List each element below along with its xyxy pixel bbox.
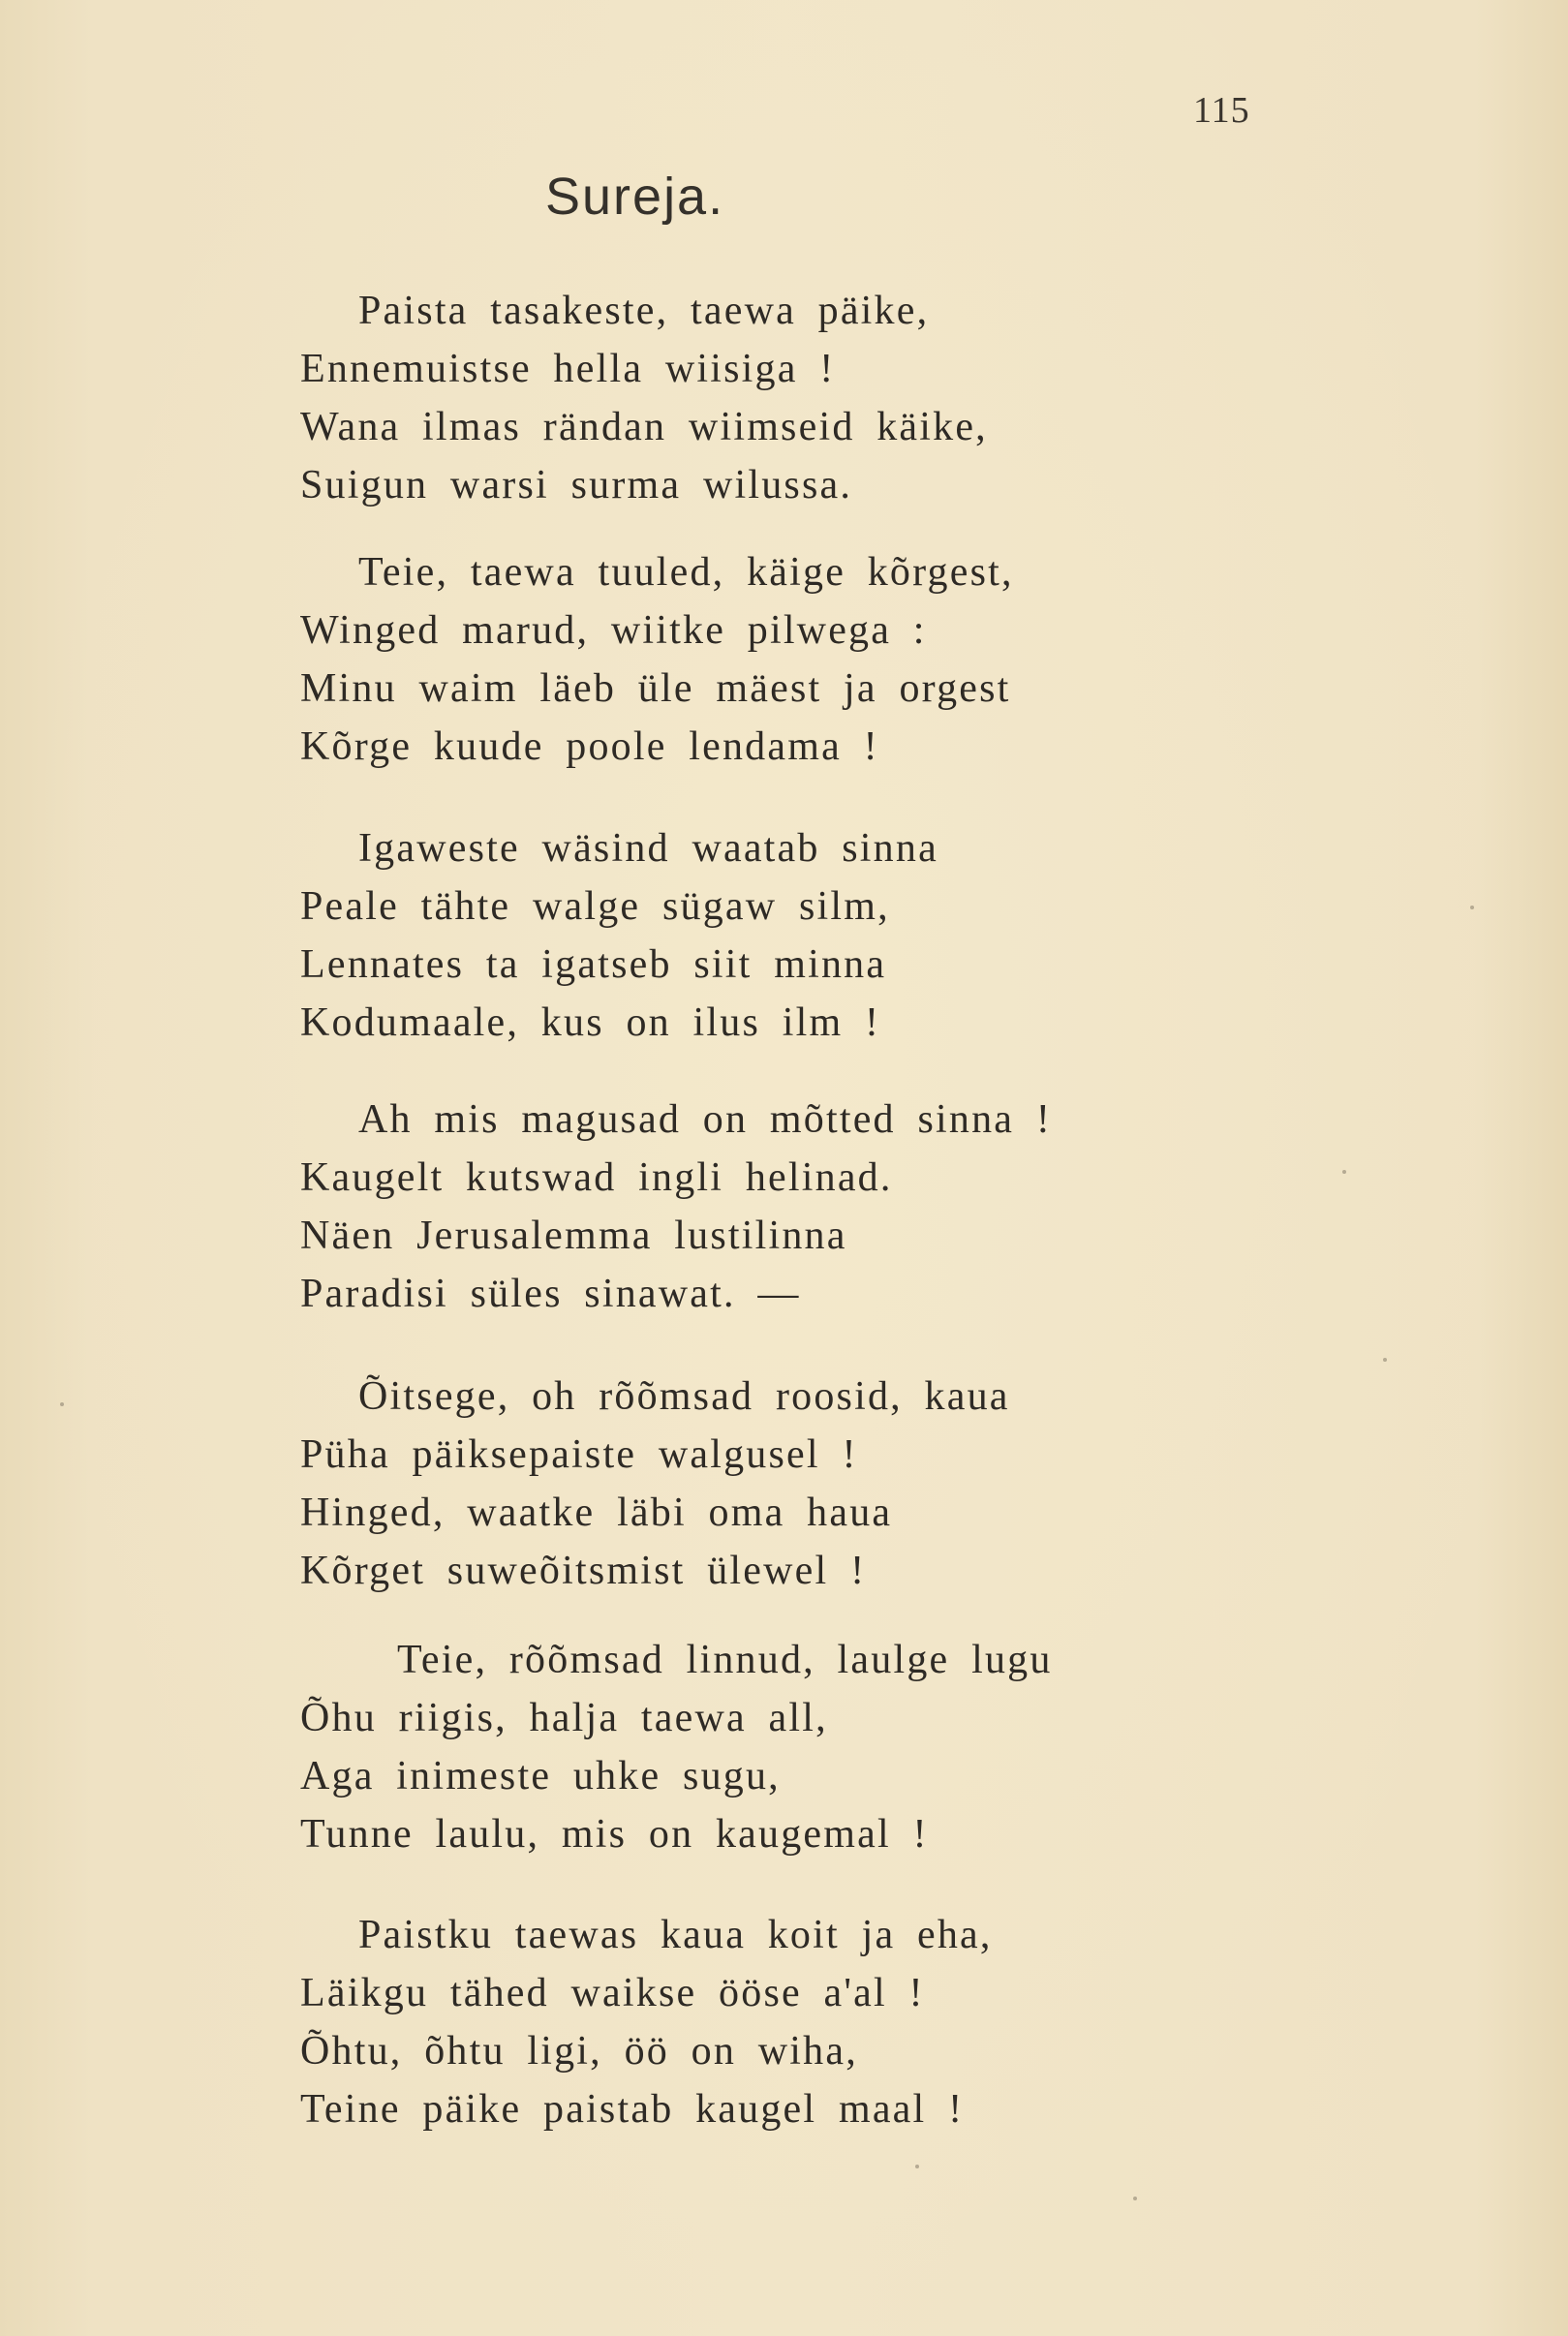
poem-line: Püha päiksepaiste walgusel ! — [300, 1432, 858, 1477]
stanza-5 — [300, 1368, 1172, 1600]
poem-line: Kõrge kuude poole lendama ! — [300, 724, 879, 769]
poem-line: Peale tähte walge sügaw silm, — [300, 884, 890, 929]
poem-line: Teine päike paistab kaugel maal ! — [300, 2087, 965, 2132]
poem-line: Näen Jerusalemma lustilinna — [300, 1214, 847, 1258]
poem-line: Winged marud, wiitke pilwega : — [300, 608, 927, 653]
stanza-6 — [300, 1631, 1172, 1863]
poem-line: Tunne laulu, mis on kaugemal ! — [300, 1812, 929, 1857]
paper-speck — [60, 1402, 64, 1406]
poem-line: Paista tasakeste, taewa päike, — [358, 289, 930, 333]
poem-line: Õhtu, õhtu ligi, öö on wiha, — [300, 2029, 858, 2074]
poem-line: Teie, rõõmsad linnud, laulge lugu — [397, 1638, 1053, 1682]
poem-line: Igaweste wäsind waatab sinna — [358, 826, 938, 871]
poem-line: Kõrget suweõitsmist ülewel ! — [300, 1549, 867, 1593]
poem-line: Õhu riigis, halja taewa all, — [300, 1696, 828, 1740]
poem-line: Paistku taewas kaua koit ja eha, — [358, 1913, 993, 1957]
paper-speck — [1342, 1170, 1346, 1174]
stanza-3 — [300, 819, 1172, 1052]
paper-speck — [1383, 1358, 1387, 1362]
poem-line: Minu waim läeb üle mäest ja orgest — [300, 666, 1011, 711]
poem-line: Kodumaale, kus on ilus ilm ! — [300, 1000, 881, 1045]
page-number: 115 — [1193, 90, 1250, 131]
stanza-7 — [300, 1906, 1172, 2138]
poem-line: Aga inimeste uhke sugu, — [300, 1754, 781, 1798]
poem-line: Õitsege, oh rõõmsad roosid, kaua — [358, 1374, 1010, 1419]
stanza-1 — [300, 282, 1172, 514]
paper-speck — [1470, 906, 1474, 909]
stanza-4 — [300, 1091, 1172, 1323]
poem-line: Lennates ta igatseb siit minna — [300, 942, 887, 987]
paper-speck — [915, 2165, 919, 2168]
poem-line: Kaugelt kutswad ingli helinad. — [300, 1155, 893, 1200]
poem-line: Ah mis magusad on mõtted sinna ! — [358, 1097, 1053, 1142]
stanza-2 — [300, 543, 1172, 776]
poem-line: Suigun warsi surma wilussa. — [300, 463, 853, 507]
poem-line: Läikgu tähed waikse ööse a'al ! — [300, 1971, 925, 2015]
poem-line: Paradisi süles sinawat. — — [300, 1272, 801, 1316]
paper-speck — [1133, 2197, 1137, 2200]
poem-line: Ennemuistse hella wiisiga ! — [300, 347, 836, 391]
poem-title: Sureja. — [545, 168, 725, 226]
poem-line: Wana ilmas rändan wiimseid käike, — [300, 405, 988, 449]
poem-line: Hinged, waatke läbi oma haua — [300, 1491, 893, 1535]
poem-line: Teie, taewa tuuled, käige kõrgest, — [358, 550, 1014, 595]
